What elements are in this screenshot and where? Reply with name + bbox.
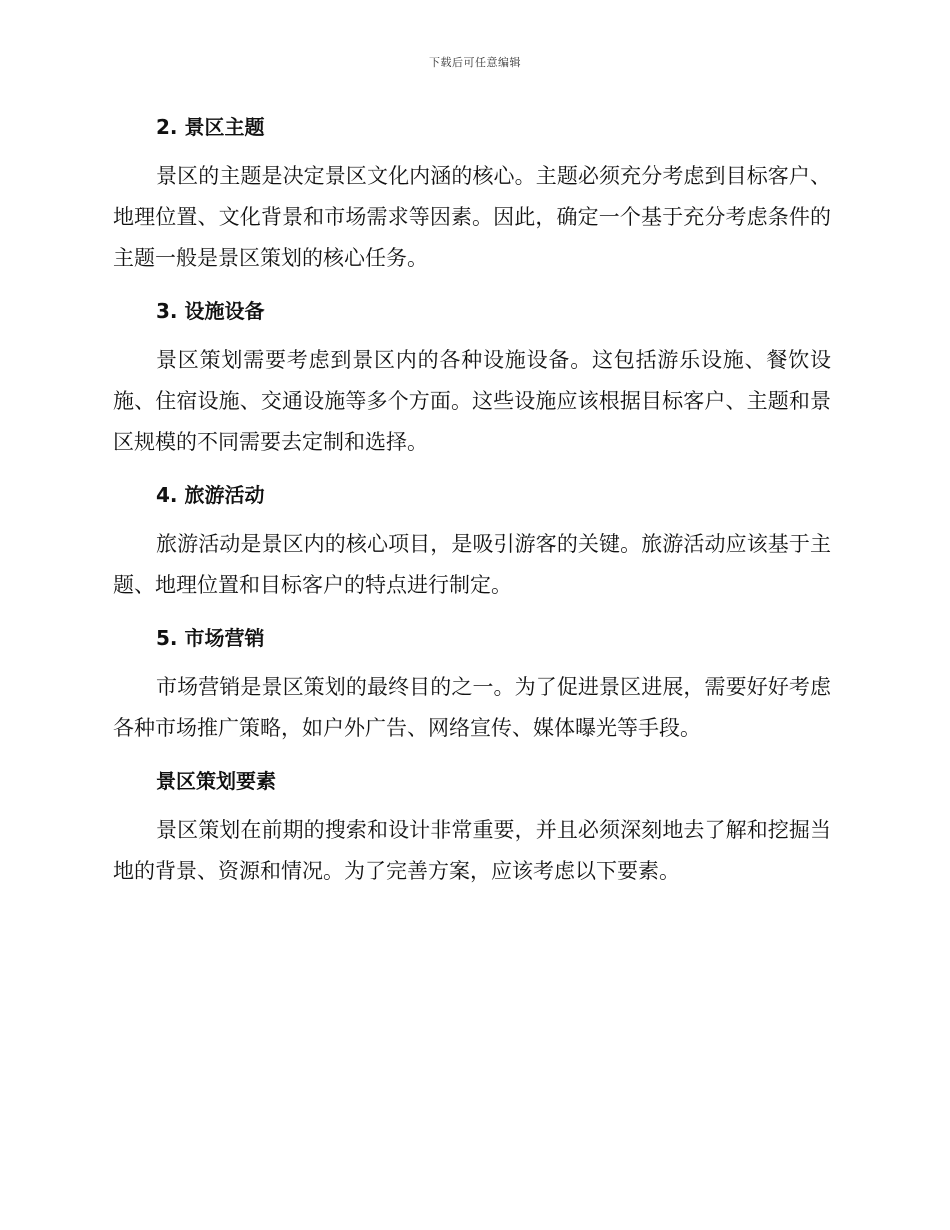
section-paragraph: 景区策划在前期的搜索和设计非常重要，并且必须深刻地去了解和挖掘当地的背景、资源和情况。为了完善方案，应该考虑以下要素。 (113, 818, 831, 883)
section-paragraph: 市场营销是景区策划的最终目的之一。为了促进景区进展，需要好好考虑各种市场推广策略，如户外广告、网络宣传、媒体曝光等手段。 (113, 675, 831, 740)
page-header: 下载后可任意编辑 (429, 56, 521, 69)
section-heading: 4. 旅游活动 (156, 483, 265, 507)
section-heading: 3. 设施设备 (156, 299, 265, 323)
document-body (113, 112, 831, 909)
section-heading: 5. 市场营销 (156, 626, 265, 650)
section-paragraph: 景区的主题是决定景区文化内涵的核心。主题必须充分考虑到目标客户、地理位置、文化背景和市场需求等因素。因此，确定一个基于充分考虑条件的主题一般是景区策划的核心任务。 (113, 164, 831, 270)
section-theme (113, 112, 831, 279)
section-heading: 景区策划要素 (156, 769, 276, 793)
section-paragraph: 旅游活动是景区内的核心项目，是吸引游客的关键。旅游活动应该基于主题、地理位置和目标客户的特点进行制定。 (113, 532, 831, 597)
section-facilities (113, 296, 831, 463)
section-paragraph: 景区策划需要考虑到景区内的各种设施设备。这包括游乐设施、餐饮设施、住宿设施、交通设施等多个方面。这些设施应该根据目标客户、主题和景区规模的不同需要去定制和选择。 (113, 348, 831, 454)
section-heading: 2. 景区主题 (156, 115, 265, 139)
section-marketing (113, 623, 831, 749)
section-activities (113, 480, 831, 606)
section-planning-elements (113, 766, 831, 892)
